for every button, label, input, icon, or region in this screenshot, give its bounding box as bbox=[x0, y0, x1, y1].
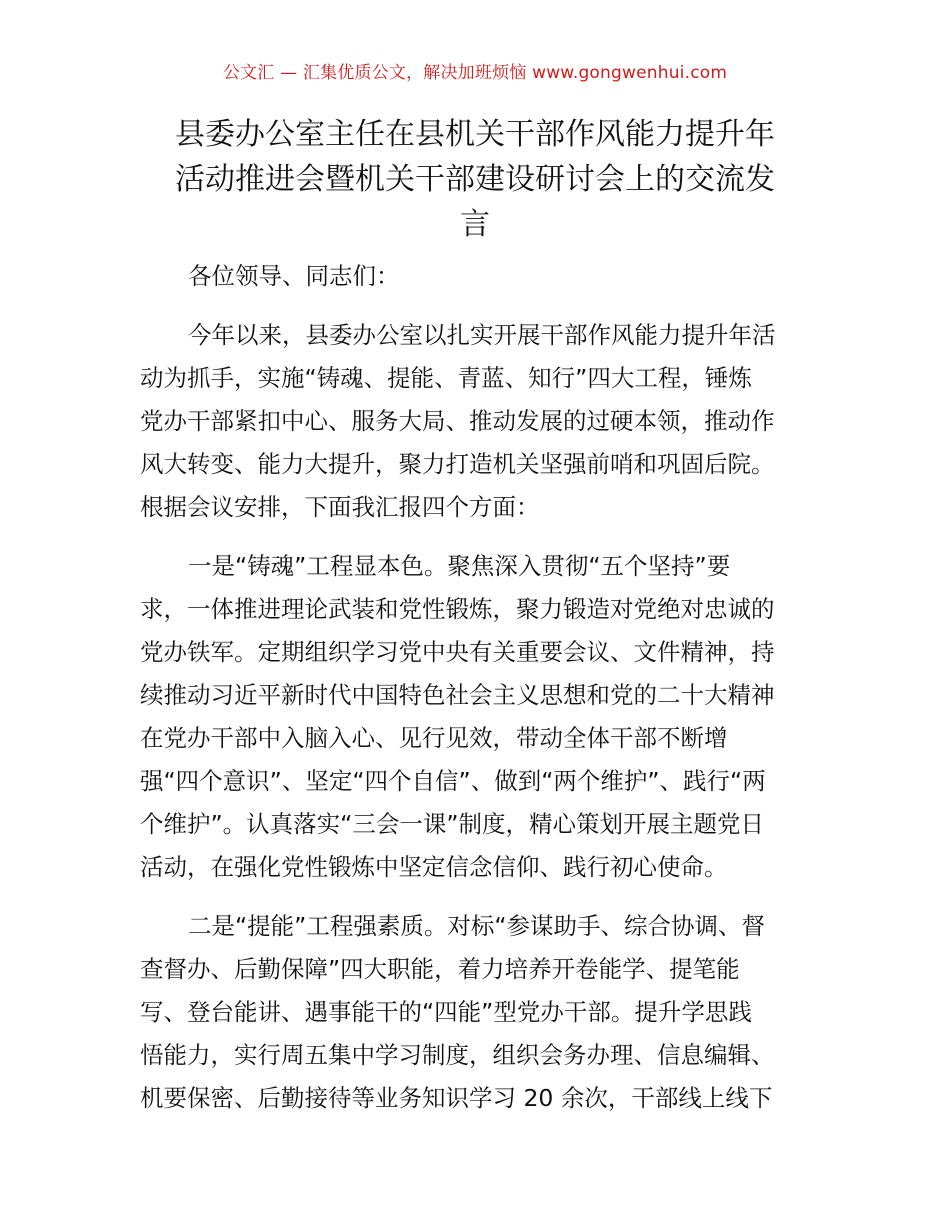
salutation: 各位领导、同志们： bbox=[188, 262, 400, 290]
paragraph-line: 续推动习近平新时代中国特色社会主义思想和党的二十大精神 bbox=[140, 681, 775, 709]
paragraph-intro bbox=[140, 314, 812, 529]
site-banner: 公文汇 — 汇集优质公文，解决加班烦恼 www.gongwenhui.com bbox=[222, 63, 728, 83]
paragraph-line: 党办铁军。定期组织学习党中央有关重要会议、文件精神，持 bbox=[140, 638, 775, 666]
paragraph-zhuhun bbox=[140, 545, 812, 889]
paragraph-line: 悟能力，实行周五集中学习制度，组织会务办理、信息编辑、 bbox=[140, 1041, 775, 1069]
title-line: 活动推进会暨机关干部建设研讨会上的交流发 bbox=[175, 162, 775, 197]
paragraph-line: 写、登台能讲、遇事能干的“四能”型党办干部。提升学思践 bbox=[140, 998, 752, 1026]
paragraph-line: 在党办干部中入脑入心、见行见效，带动全体干部不断增 bbox=[140, 724, 728, 752]
paragraph-line: 根据会议安排，下面我汇报四个方面： bbox=[140, 493, 540, 521]
paragraph-line: 机要保密、后勤接待等业务知识学习 20 余次，干部线上线下 bbox=[140, 1084, 773, 1112]
document-body bbox=[140, 255, 812, 1120]
paragraph-line: 个维护”。认真落实“三会一课”制度，精心策划开展主题党日 bbox=[140, 810, 765, 838]
paragraph-line: 风大转变、能力大提升，聚力打造机关坚强前哨和巩固后院。 bbox=[140, 450, 775, 478]
paragraph-line: 今年以来，县委办公室以扎实开展干部作风能力提升年活 bbox=[188, 321, 776, 349]
document-title bbox=[140, 112, 810, 247]
title-line: 言 bbox=[460, 207, 490, 242]
paragraph-tineng bbox=[140, 905, 812, 1120]
paragraph-line: 活动，在强化党性锻炼中坚定信念信仰、践行初心使命。 bbox=[140, 853, 728, 881]
paragraph-line: 查督办、后勤保障”四大职能，着力培养开卷能学、提笔能 bbox=[140, 955, 740, 983]
paragraph-line: 强“四个意识”、坚定“四个自信”、做到“两个维护”、践行“两 bbox=[140, 767, 766, 795]
paragraph-line: 求，一体推进理论武装和党性锻炼，聚力锻造对党绝对忠诚的 bbox=[140, 595, 775, 623]
title-line: 县委办公室主任在县机关干部作风能力提升年 bbox=[175, 117, 775, 152]
paragraph-line: 一是“铸魂”工程显本色。聚焦深入贯彻“五个坚持”要 bbox=[188, 552, 731, 580]
paragraph-line: 党办干部紧扣中心、服务大局、推动发展的过硬本领，推动作 bbox=[140, 407, 775, 435]
paragraph-line: 二是“提能”工程强素质。对标“参谋助手、综合协调、督 bbox=[188, 912, 766, 940]
paragraph-line: 动为抓手，实施“铸魂、提能、青蓝、知行”四大工程，锤炼 bbox=[140, 364, 752, 392]
